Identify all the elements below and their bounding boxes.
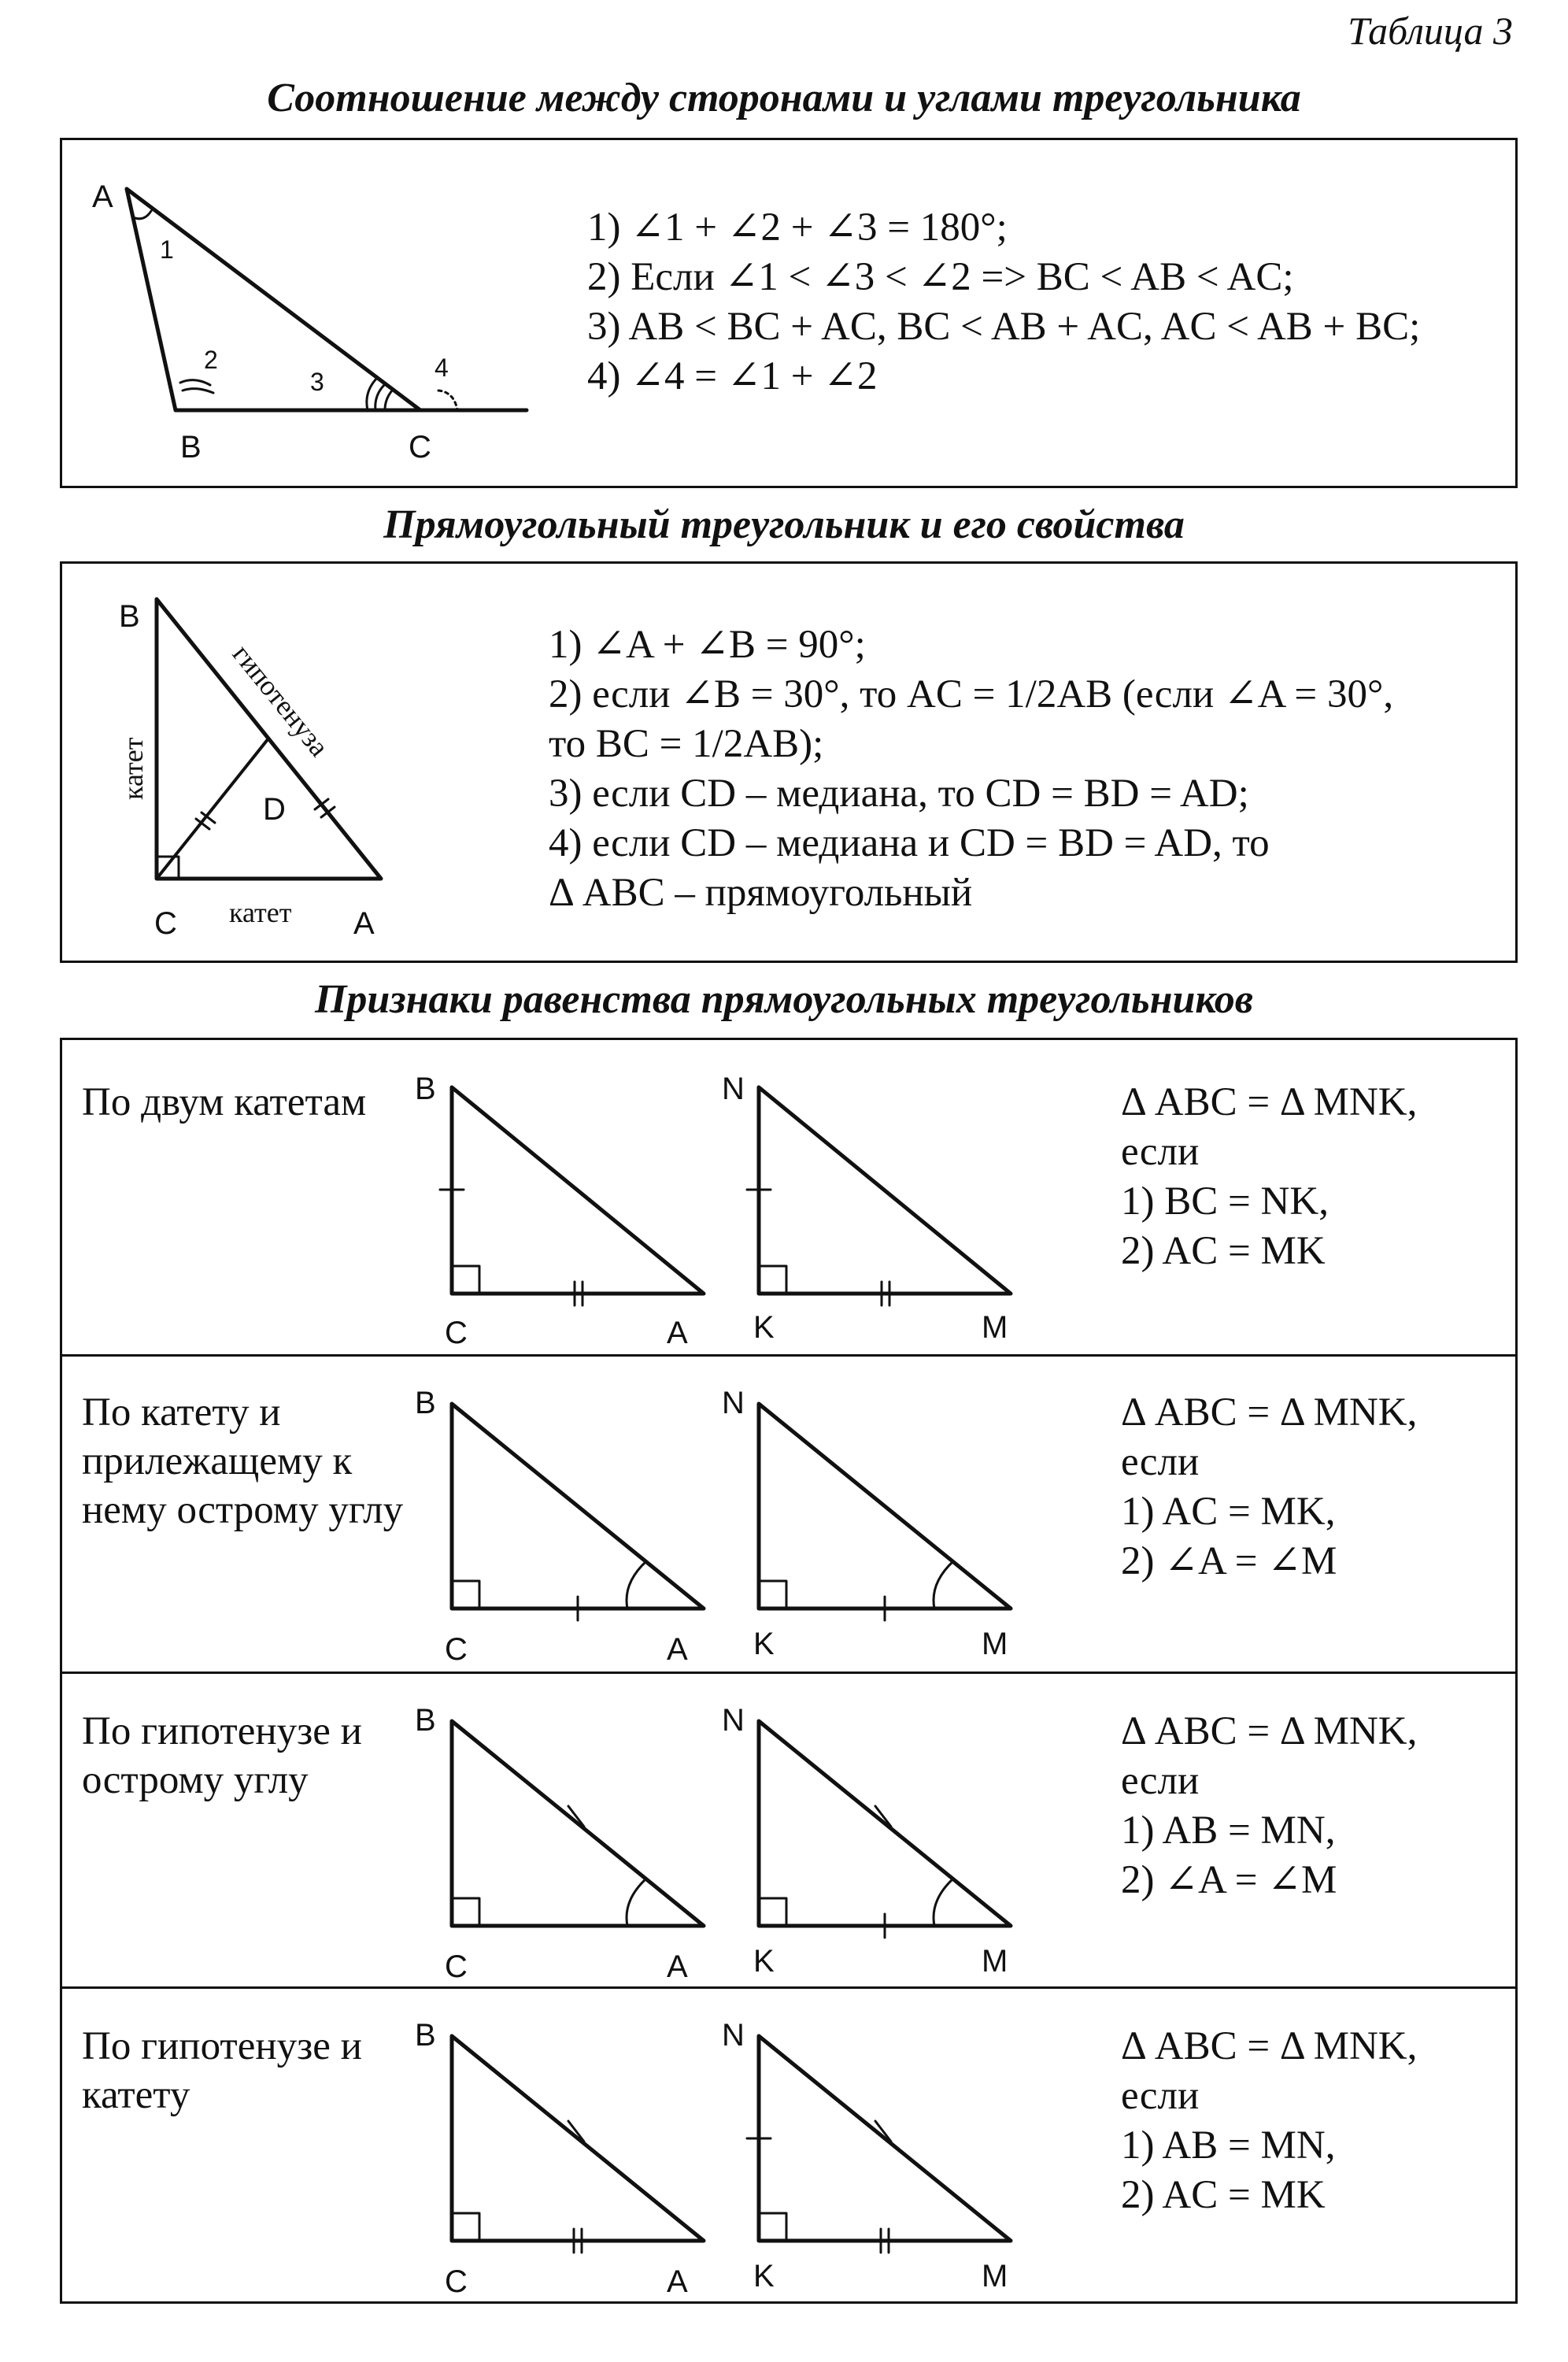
vertex-a: A <box>667 1949 688 1984</box>
vertex-d: D <box>263 792 286 827</box>
right-triangle-figure <box>62 564 534 957</box>
section1-title: Соотношение между сторонами и углами треугольника <box>267 76 1301 120</box>
criterion-text: По катету и прилежащему к нему острому углу <box>82 1390 404 1532</box>
triangle-abc <box>452 1721 704 1926</box>
section1-panel <box>60 138 1518 488</box>
condition-line: 2) AC = MK <box>1121 1229 1326 1273</box>
triangles-pair <box>62 1040 1007 1355</box>
condition-line: если <box>1121 2074 1200 2118</box>
angle-1-label: 1 <box>160 235 174 264</box>
angle-m-arc <box>934 1879 953 1926</box>
criterion-row-1 <box>60 1038 1518 1357</box>
triangles-pair <box>62 1357 1007 1672</box>
condition-line: Δ ABC = Δ MNK, <box>1121 1390 1418 1435</box>
vertex-b: B <box>415 1703 436 1738</box>
angle-2-arc-b <box>183 389 213 393</box>
vertex-m: M <box>982 1310 1008 1345</box>
vertex-c: C <box>445 1949 468 1984</box>
angle-4-arc <box>438 391 457 410</box>
angle-2-label: 2 <box>204 346 218 374</box>
vertex-c: C <box>445 1632 468 1667</box>
vertex-k: K <box>753 1944 775 1979</box>
criterion-text: По гипотенузе и катету <box>82 2024 362 2117</box>
vertex-m: M <box>982 1627 1008 1661</box>
angle-4-label: 4 <box>435 354 449 382</box>
property-2: 2) Если ∠1 < ∠3 < ∠2 => BC < AB < AC; <box>587 255 1294 299</box>
vertex-a: A <box>667 1632 688 1667</box>
vertex-k: K <box>753 2259 775 2294</box>
vertex-m: M <box>982 1944 1008 1979</box>
property-4: 4) если CD – медиана и CD = BD = AD, то <box>549 821 1270 865</box>
vertex-k: K <box>753 1310 775 1345</box>
vertex-a: A <box>353 906 375 941</box>
property-2-cont: то BC = 1/2AB); <box>549 722 824 766</box>
vertex-m: M <box>982 2259 1008 2294</box>
condition-line: 1) BC = NK, <box>1121 1179 1329 1224</box>
criterion-row-3 <box>60 1674 1518 1989</box>
right-angle-mark <box>759 2213 786 2241</box>
section3-title: Признаки равенства прямоугольных треугольников <box>314 977 1254 1022</box>
triangles-pair <box>62 1674 1007 1989</box>
vertex-k: K <box>753 1627 775 1661</box>
condition-line: 2) ∠A = ∠M <box>1121 1858 1337 1902</box>
triangle-mnk <box>759 1721 1011 1926</box>
condition-line: Δ ABC = Δ MNK, <box>1121 2024 1418 2068</box>
condition-line: Δ ABC = Δ MNK, <box>1121 1709 1418 1753</box>
vertex-b: B <box>415 2018 436 2053</box>
criterion-conditions <box>1121 2022 1417 2220</box>
criterion-conditions <box>1121 1707 1417 1905</box>
angle-1-arc <box>133 211 151 219</box>
section2-panel <box>60 561 1518 963</box>
condition-line: если <box>1121 1130 1200 1174</box>
triangle-mnk <box>759 1087 1011 1294</box>
criterion-row-2 <box>60 1357 1518 1674</box>
right-angle-mark <box>759 1898 786 1926</box>
right-angle-mark <box>452 2213 479 2241</box>
section2-properties <box>549 620 1393 918</box>
criterion-text: По гипотенузе и острому углу <box>82 1709 362 1802</box>
vertex-b: B <box>415 1072 436 1106</box>
triangle-abc <box>452 2036 704 2241</box>
vertex-b: B <box>180 430 202 465</box>
angle-a-arc <box>627 1879 646 1926</box>
vertex-n: N <box>722 1386 745 1420</box>
vertex-a: A <box>92 180 113 214</box>
condition-line: 1) AC = MK, <box>1121 1490 1336 1534</box>
criterion-conditions <box>1121 1388 1417 1586</box>
vertex-c: C <box>154 906 177 941</box>
property-4: 4) ∠4 = ∠1 + ∠2 <box>587 354 878 398</box>
leg-horizontal-label: катет <box>229 897 292 928</box>
condition-line: если <box>1121 1759 1200 1803</box>
property-3: 3) если CD – медиана, то CD = BD = AD; <box>549 772 1249 816</box>
triangles-pair <box>62 1989 1007 2304</box>
triangle-mnk <box>759 2036 1011 2241</box>
property-3: 3) AB < BC + AC, BC < AB + AC, AC < AB + BC; <box>587 305 1421 349</box>
vertex-n: N <box>722 2018 745 2053</box>
criterion-row-4 <box>60 1989 1518 2304</box>
angle-3-arc-b <box>375 384 385 410</box>
condition-line: 2) AC = MK <box>1121 2173 1326 2217</box>
condition-line: 1) AB = MN, <box>1121 2123 1336 2168</box>
vertex-b: B <box>119 599 140 634</box>
condition-line: если <box>1121 1440 1200 1484</box>
hypotenuse-label: гипотенуза <box>226 638 335 763</box>
right-angle-mark <box>452 1266 479 1294</box>
angle-3-arc-c <box>385 390 393 410</box>
vertex-a: A <box>667 1316 688 1350</box>
angle-2-arc-a <box>180 380 210 385</box>
triangle-abc <box>452 1087 704 1294</box>
section1-properties <box>587 203 1420 402</box>
property-1: 1) ∠A + ∠B = 90°; <box>549 623 866 667</box>
condition-line: Δ ABC = Δ MNK, <box>1121 1080 1418 1124</box>
right-angle-mark <box>759 1581 786 1609</box>
triangle-mnk <box>759 1404 1011 1609</box>
triangle-abc <box>452 1404 704 1609</box>
property-4-cont: Δ ABC – прямоугольный <box>549 871 973 915</box>
condition-line: 1) AB = MN, <box>1121 1809 1336 1853</box>
right-angle-mark <box>452 1581 479 1609</box>
vertex-b: B <box>415 1386 436 1420</box>
vertex-c: C <box>445 2264 468 2299</box>
vertex-c: C <box>409 430 431 465</box>
condition-line: 2) ∠A = ∠M <box>1121 1539 1337 1583</box>
vertex-n: N <box>722 1703 745 1738</box>
angle-a-arc <box>627 1561 646 1609</box>
vertex-n: N <box>722 1072 745 1106</box>
right-angle-mark <box>452 1898 479 1926</box>
angle-m-arc <box>934 1561 953 1609</box>
criterion-text: По двум катетам <box>82 1080 367 1124</box>
table-label: Таблица 3 <box>1348 9 1513 53</box>
leg-vertical-label: катет <box>117 737 149 800</box>
angle-3-label: 3 <box>310 368 324 396</box>
property-2: 2) если ∠B = 30°, то AC = 1/2AB (если ∠A = 30°, <box>549 672 1394 716</box>
right-angle-mark <box>759 1266 786 1294</box>
triangle-figure <box>62 140 613 479</box>
property-1: 1) ∠1 + ∠2 + ∠3 = 180°; <box>587 205 1008 250</box>
vertex-c: C <box>445 1316 468 1350</box>
vertex-a: A <box>667 2264 688 2299</box>
criterion-conditions <box>1121 1078 1417 1276</box>
section2-title: Прямоугольный треугольник и его свойства <box>383 502 1185 547</box>
